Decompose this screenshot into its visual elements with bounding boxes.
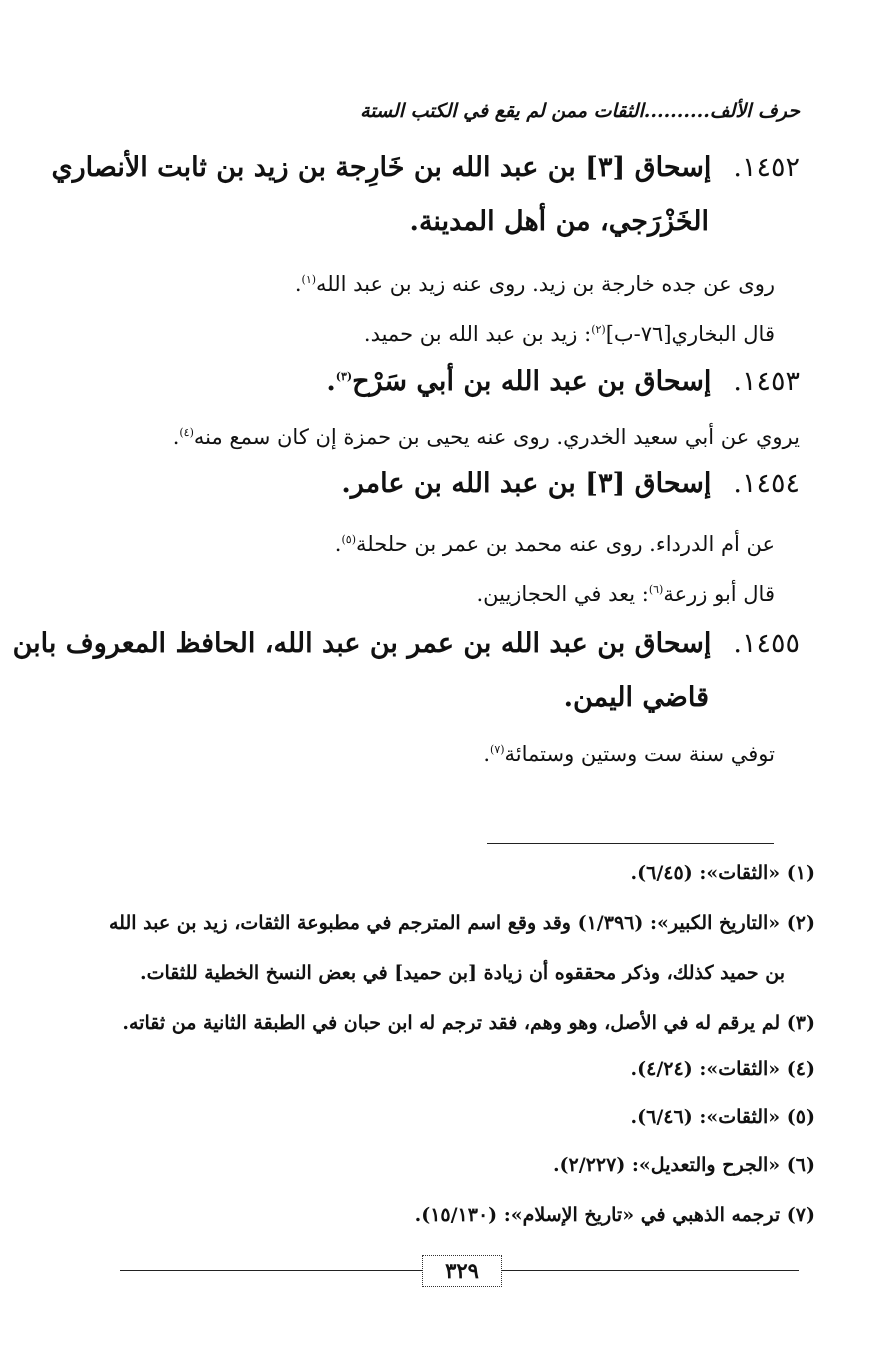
entry-number: ١٤٥٤. xyxy=(733,468,800,499)
footnote-6: (٦) «الجرح والتعديل»: (٢/٢٢٧). xyxy=(552,1154,815,1176)
footnote-divider xyxy=(487,843,774,844)
footnote-ref: (١) xyxy=(301,273,317,286)
footnote-7: (٧) ترجمه الذهبي في «تاريخ الإسلام»: (١٥/١٣٠). xyxy=(414,1204,815,1226)
footnote-ref: (٢) xyxy=(591,323,606,336)
entry-title: إسحاق بن عبد الله بن أبي سَرْح xyxy=(352,366,712,397)
entry-1453-text-line1: يروي عن أبي سعيد الخدري. روى عنه يحيى بن حمزة إن كان سمع منه$^{(٤)}$. xyxy=(172,425,800,449)
entry-title: إسحاق بن عبد الله بن عمر بن عبد الله، الحافظ المعروف بابن xyxy=(12,628,712,659)
entry-1452-text-line2: قال البخاري[٧٦-ب]$^{(٢)}$: زيد بن عبد الله بن حميد. xyxy=(363,322,775,346)
entry-1454-heading xyxy=(341,466,800,501)
entry-title: إسحاق [٣] بن عبد الله بن عامر. xyxy=(341,468,712,499)
footnote-ref: (٧) xyxy=(490,743,505,756)
footnote-3: (٣) لم يرقم له في الأصل، وهو وهم، فقد ترجم له ابن حبان في الطبقة الثانية من ثقاته. xyxy=(122,1012,815,1034)
footnote-4: (٤) «الثقات»: (٤/٢٤). xyxy=(630,1058,815,1080)
entry-1455-heading-line2: قاضي اليمن. xyxy=(563,682,709,713)
footnote-2: (٢) «التاريخ الكبير»: (١/٣٩٦) وقد وقع اسم المترجم في مطبوعة الثقات، زيد بن عبد الله xyxy=(108,912,815,934)
entry-1453-heading: ١٤٥٣.إسحاق بن عبد الله بن أبي سَرْح$^{(٣)}$. xyxy=(326,366,800,397)
header-chapter: حرف الألف xyxy=(709,100,800,122)
entry-1452-heading-line1 xyxy=(52,150,801,185)
footnote-ref: (٣) xyxy=(335,370,353,383)
entry-1455-heading-line1 xyxy=(13,626,800,661)
footer-rule-left xyxy=(120,1270,422,1271)
header-dots: .......... xyxy=(643,100,710,122)
header-book-title: الثقات ممن لم يقع في الكتب الستة xyxy=(360,100,644,122)
entry-number: ١٤٥٢. xyxy=(733,152,800,183)
entry-1455-text-line1: توفي سنة ست وستين وستمائة$^{(٧)}$. xyxy=(483,742,775,766)
footnote-ref: (٦) xyxy=(648,583,664,596)
entry-1454-text-line1: عن أم الدرداء. روى عنه محمد بن عمر بن حلحلة$^{(٥)}$. xyxy=(334,532,775,556)
running-header xyxy=(120,100,800,122)
footer-rule-right xyxy=(502,1270,799,1271)
entry-number: ١٤٥٣. xyxy=(733,366,800,397)
footnote-5: (٥) «الثقات»: (٦/٤٦). xyxy=(630,1106,815,1128)
footnote-ref: (٥) xyxy=(341,533,356,546)
entry-1454-text-line2: قال أبو زرعة$^{(٦)}$: يعد في الحجازيين. xyxy=(476,582,775,606)
footnote-ref: (٤) xyxy=(179,426,194,439)
entry-number: ١٤٥٥. xyxy=(733,628,800,659)
entry-title: إسحاق [٣] بن عبد الله بن خَارِجة بن زيد بن ثابت الأنصاري xyxy=(51,152,712,183)
footnote-1: (١) «الثقات»: (٦/٤٥). xyxy=(630,862,815,884)
entry-1452-heading-line2: الخَزْرَجي، من أهل المدينة. xyxy=(409,206,709,237)
page-number: ٣٢٩ xyxy=(422,1255,502,1287)
entry-1452-text-line1: روى عن جده خارجة بن زيد. روى عنه زيد بن عبد الله$^{(١)}$. xyxy=(294,272,775,296)
footnote-2-continuation: بن حميد كذلك، وذكر محققوه أن زيادة [بن حميد] في بعض النسخ الخطية للثقات. xyxy=(139,962,785,984)
